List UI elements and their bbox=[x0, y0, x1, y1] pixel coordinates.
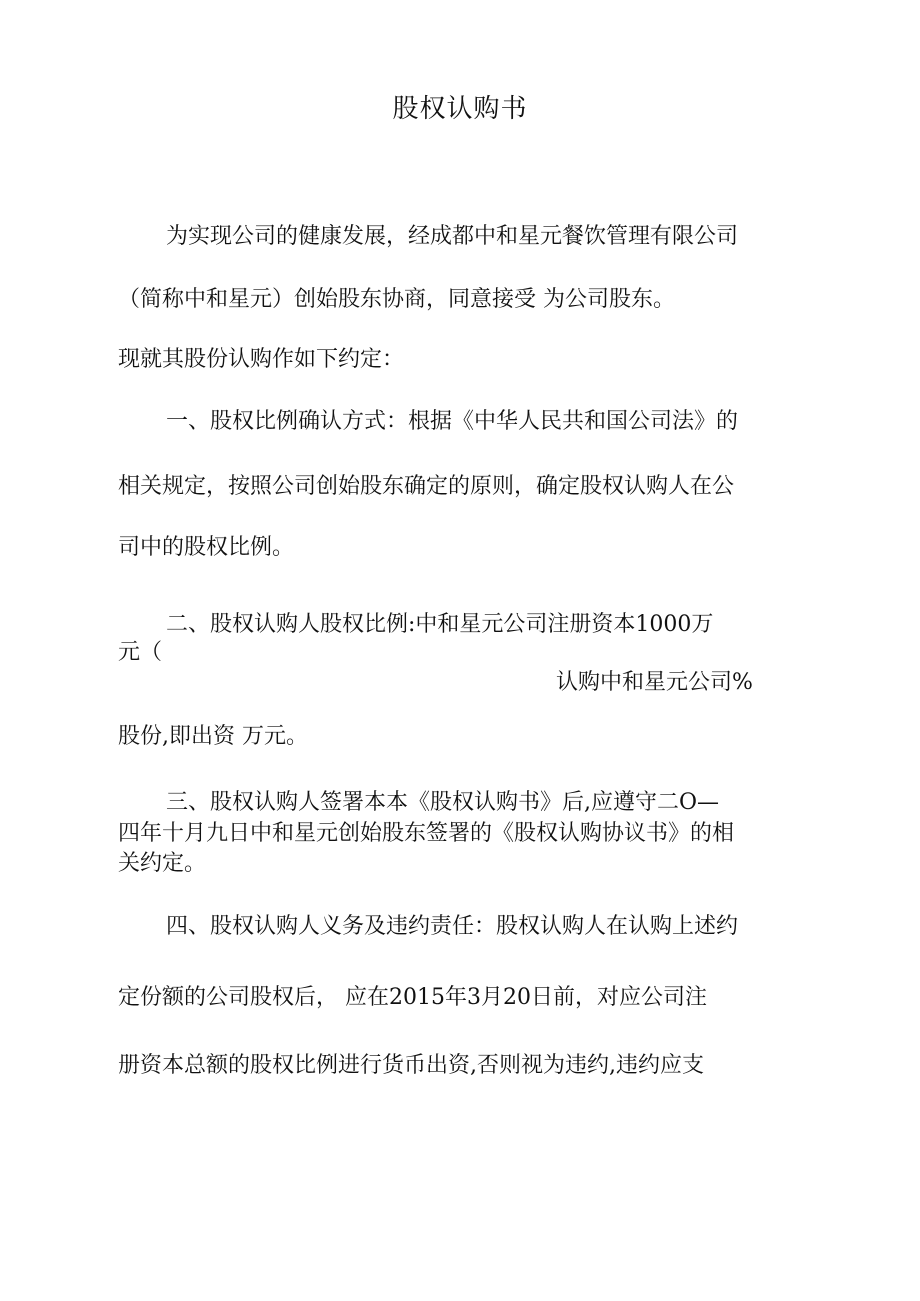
paragraph-line: 三、股权认购人签署本本《股权认购书》后,应遵守二O— bbox=[166, 790, 720, 815]
paragraph-line: 关约定。 bbox=[118, 851, 207, 876]
document-title: 股权认购书 bbox=[392, 94, 528, 124]
paragraph-line: 一、股权比例确认方式：根据《中华人民共和国公司法》的 bbox=[166, 409, 739, 434]
paragraph-line: 股份,即出资 万元。 bbox=[118, 724, 308, 749]
paragraph-line: 册资本总额的股权比例进行货币出资,否则视为违约,违约应支 bbox=[118, 1053, 704, 1078]
paragraph-line: 四、股权认购人义务及违约责任：股权认购人在认购上述约 bbox=[166, 914, 739, 939]
paragraph-line: 元（ bbox=[118, 640, 163, 665]
paragraph-line: （简称中和星元）创始股东协商，同意接受 为公司股东。 bbox=[118, 287, 675, 312]
paragraph-line: 相关规定，按照公司创始股东确定的原则，确定股权认购人在公 bbox=[118, 474, 735, 499]
paragraph-line: 四年十月九日中和星元创始股东签署的《股权认购协议书》的相 bbox=[118, 821, 735, 846]
paragraph-line: 为实现公司的健康发展，经成都中和星元餐饮管理有限公司 bbox=[166, 224, 739, 249]
paragraph-line: 司中的股权比例。 bbox=[118, 535, 295, 560]
paragraph-line: 现就其股份认购作如下约定： bbox=[118, 347, 405, 372]
paragraph-line: 定份额的公司股权后， 应在2015年3月20日前，对应公司注 bbox=[118, 985, 707, 1010]
paragraph-line: 认购中和星元公司% bbox=[556, 670, 753, 695]
paragraph-line: 二、股权认购人股权比例:中和星元公司注册资本1000万 bbox=[166, 612, 714, 637]
